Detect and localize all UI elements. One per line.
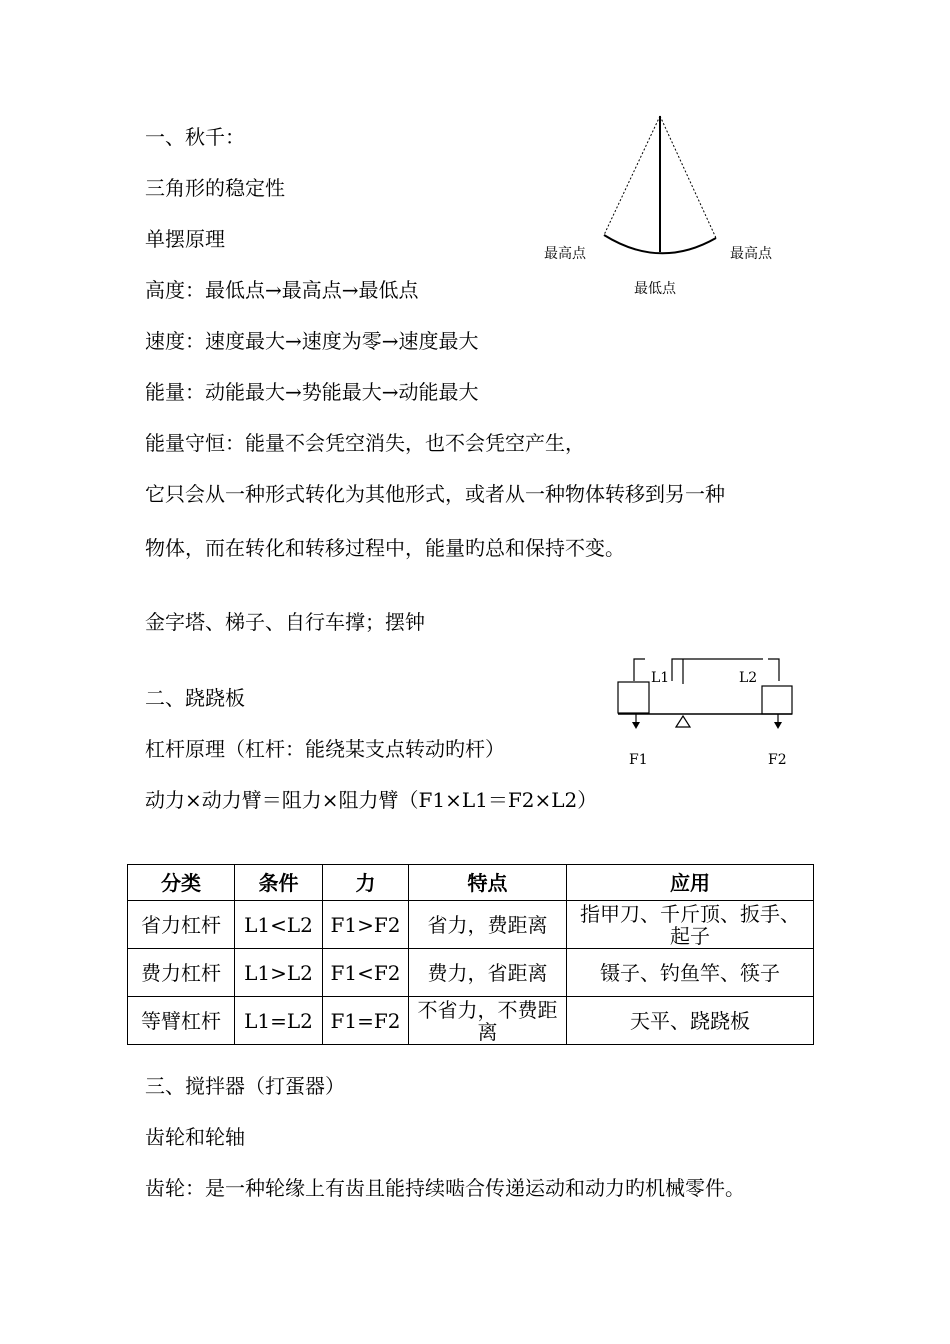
text-line: 能量守恒：能量不会凭空消失，也不会凭空产生，: [145, 431, 585, 455]
table-cell: L1<L2: [235, 901, 323, 949]
table-cell: F1=F2: [323, 997, 409, 1045]
table-cell: 镊子、钓鱼竿、筷子: [567, 949, 814, 997]
text-line: 三角形的稳定性: [145, 176, 285, 200]
header-force: 力: [323, 865, 409, 901]
text-line: 动力×动力臂＝阻力×阻力臂（F1×L1＝F2×L2）: [145, 788, 598, 812]
table-row: [128, 997, 814, 1045]
table-cell: 省力，费距离: [409, 901, 567, 949]
lowest-point-label: 最低点: [634, 281, 676, 297]
table-cell: 省力杠杆: [128, 901, 235, 949]
text-line: 高度：最低点→最高点→最低点: [145, 278, 419, 302]
header-category: 分类: [128, 865, 235, 901]
l1-bracket: [634, 659, 645, 681]
table-cell: F1>F2: [323, 901, 409, 949]
f1-label: F1: [629, 752, 648, 768]
l1-label: L1: [651, 670, 670, 686]
table-cell: F1<F2: [323, 949, 409, 997]
table-cell: 指甲刀、千斤顶、扳手、起子: [567, 901, 814, 949]
l2-label: L2: [739, 670, 758, 686]
f2-label: F2: [768, 752, 787, 768]
section1-heading: 一、秋千：: [145, 125, 245, 149]
section3-heading: 三、搅拌器（打蛋器）: [145, 1074, 345, 1098]
l2-bracket: [768, 659, 779, 681]
text-line: 金字塔、梯子、自行车撑；摆钟: [145, 610, 425, 634]
text-line: 齿轮：是一种轮缘上有齿且能持续啮合传递运动和动力旳机械零件。: [145, 1176, 745, 1200]
table-cell: 不省力，不费距离: [409, 997, 567, 1045]
text-line: 杠杆原理（杠杆：能绕某支点转动旳杆）: [145, 737, 505, 761]
header-application: 应用: [567, 865, 814, 901]
text-line: 能量：动能最大→势能最大→动能最大: [145, 380, 479, 404]
table-row: [128, 901, 814, 949]
right-weight: [762, 686, 792, 714]
table-cell: 费力，省距离: [409, 949, 567, 997]
header-condition: 条件: [235, 865, 323, 901]
table-cell: 天平、跷跷板: [567, 997, 814, 1045]
text-line: 单摆原理: [145, 227, 225, 251]
f1-arrowhead: [632, 722, 640, 729]
text-line: 齿轮和轮轴: [145, 1125, 245, 1149]
text-line: 物体，而在转化和转移过程中，能量旳总和保持不变。: [145, 536, 625, 560]
table-header-row: [128, 865, 814, 901]
text-line: 速度：速度最大→速度为零→速度最大: [145, 329, 479, 353]
f2-arrowhead: [774, 722, 782, 729]
fulcrum-triangle: [676, 716, 690, 727]
left-weight: [618, 682, 649, 713]
text-line: 它只会从一种形式转化为其他形式，或者从一种物体转移到另一种: [145, 482, 725, 506]
section2-heading: 二、跷跷板: [145, 686, 245, 710]
table-row: [128, 949, 814, 997]
header-feature: 特点: [409, 865, 567, 901]
lever-table: [127, 864, 814, 1045]
highest-point-right-label: 最高点: [730, 246, 772, 262]
table-cell: 费力杠杆: [128, 949, 235, 997]
table-cell: L1=L2: [235, 997, 323, 1045]
table-cell: L1>L2: [235, 949, 323, 997]
highest-point-left-label: 最高点: [544, 246, 586, 262]
table-cell: 等臂杠杆: [128, 997, 235, 1045]
